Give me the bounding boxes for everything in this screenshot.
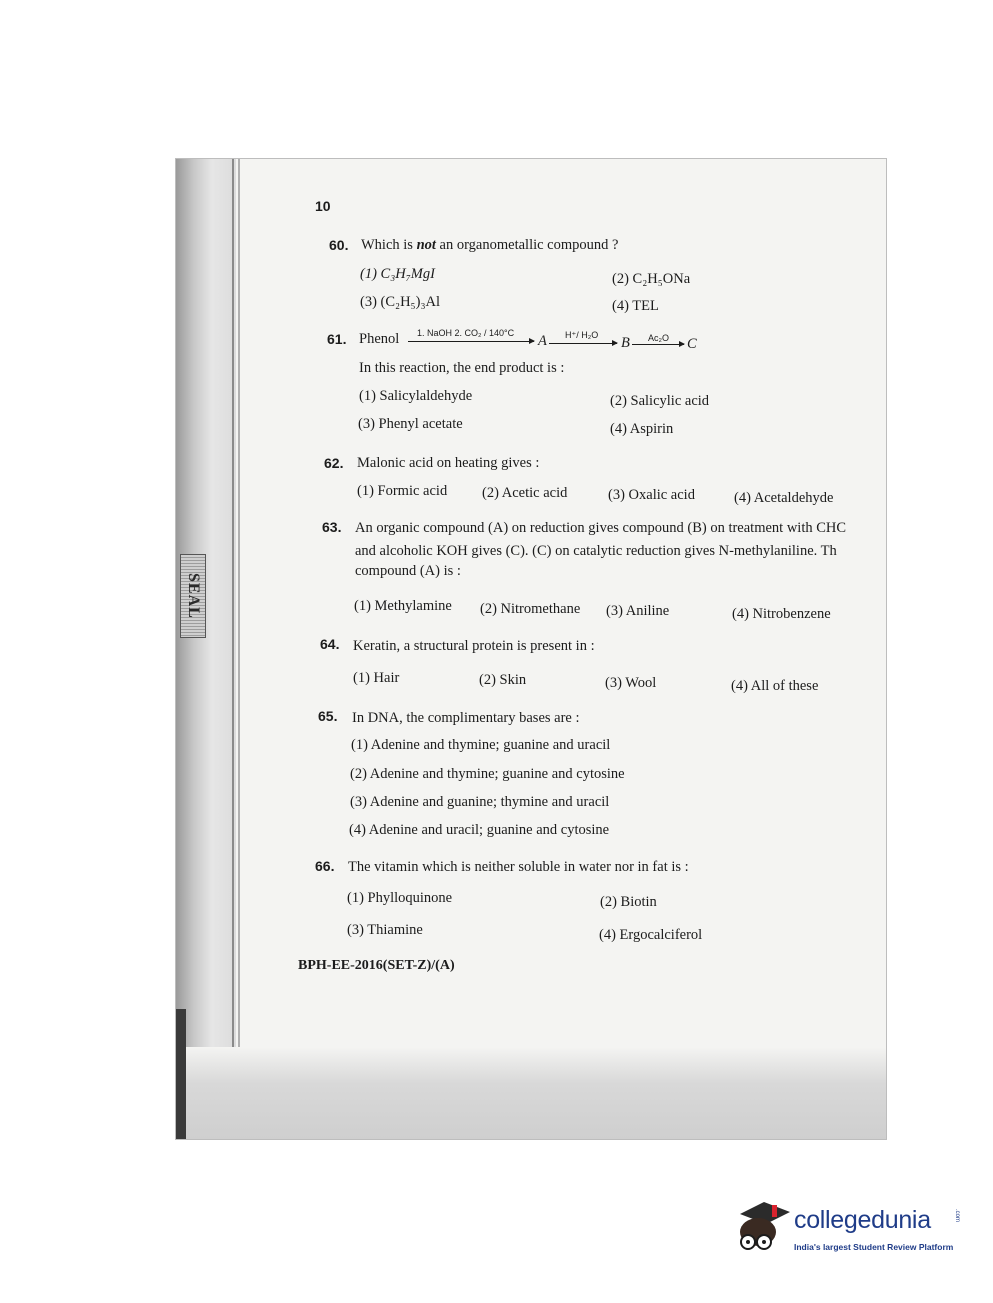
question-text: The vitamin which is neither soluble in water nor in fat is : [348, 859, 689, 875]
option: (2) Salicylic acid [610, 393, 710, 409]
option: (2) C₂H₅ONa [612, 271, 691, 287]
question-number: 64. [320, 636, 340, 652]
question-text: compound (A) is : [355, 563, 461, 579]
intermediate: A [538, 333, 547, 349]
intermediate: B [621, 335, 630, 351]
option: (2) Acetic acid [482, 485, 568, 501]
question-number: 66. [315, 858, 335, 874]
option: (4) TEL [612, 298, 659, 314]
option: (1) Hair [353, 670, 400, 686]
option: (3) Phenyl acetate [358, 416, 463, 432]
question-number: 65. [318, 708, 338, 724]
page-number: 10 [315, 198, 331, 214]
logo-wordmark: collegedunia [794, 1206, 931, 1234]
option: (2) Adenine and thymine; guanine and cytosine [350, 766, 625, 782]
option: (3) Aniline [606, 603, 670, 619]
option: (3) Thiamine [347, 922, 423, 938]
option: (1) Salicylaldehyde [359, 388, 473, 404]
option: (1) Phylloquinone [347, 890, 453, 906]
seal-stamp [180, 554, 206, 638]
graduate-mascot-icon [736, 1196, 792, 1256]
bottom-shadow [176, 1047, 886, 1139]
logo-domain: .com [954, 1209, 960, 1223]
question-text: In this reaction, the end product is : [359, 360, 565, 376]
reagent-label: 1. NaOH 2. CO₂ / 140°C [417, 328, 515, 338]
question-number: 62. [324, 455, 344, 471]
option: (3) Oxalic acid [608, 487, 695, 503]
option: (3) Wool [605, 675, 657, 691]
option: (2) Nitromethane [480, 601, 581, 617]
question-text: Which is not an organometallic compound ? [361, 237, 619, 253]
reaction-arrow [549, 343, 617, 344]
option: (4) Acetaldehyde [734, 490, 834, 506]
question-text: An organic compound (A) on reduction gives compound (B) on treatment with CHC [355, 520, 847, 536]
option: (1) Adenine and thymine; guanine and uracil [351, 737, 611, 753]
question-text: Keratin, a structural protein is present in : [353, 638, 595, 654]
option: (2) Skin [479, 672, 527, 688]
question-number: 61. [327, 331, 347, 347]
paper-code: BPH-EE-2016(SET-Z)/(A) [298, 958, 455, 973]
option: (4) Ergocalciferol [599, 927, 703, 943]
option: (3) Adenine and guanine; thymine and uracil [350, 794, 610, 810]
reagent-label: H⁺/ H₂O [565, 330, 599, 340]
collegedunia-logo [736, 1196, 964, 1256]
reagent-label: Ac₂O [648, 333, 669, 343]
option: (1) C₃H₇MgI [360, 266, 435, 282]
option: (2) Biotin [600, 894, 657, 910]
option: (4) Nitrobenzene [732, 606, 831, 622]
option: (4) All of these [731, 678, 819, 694]
product: C [687, 336, 697, 352]
question-number: 60. [329, 237, 349, 253]
question-text: In DNA, the complimentary bases are : [352, 710, 580, 726]
question-text: Malonic acid on heating gives : [357, 455, 540, 471]
option: (3) (C₂H₅)₃Al [360, 294, 440, 310]
seal-label: SEAL [185, 573, 202, 619]
reaction-arrow [632, 344, 684, 345]
option: (1) Methylamine [354, 598, 452, 614]
option: (1) Formic acid [357, 483, 448, 499]
question-text: and alcoholic KOH gives (C). (C) on catalytic reduction gives N-methylaniline. Th [355, 543, 837, 559]
logo-tagline: India's largest Student Review Platform [794, 1242, 954, 1252]
option: (4) Adenine and uracil; guanine and cytosine [349, 822, 610, 838]
reactant: Phenol [359, 331, 400, 347]
question-number: 63. [322, 519, 342, 535]
reaction-arrow [408, 341, 534, 342]
left-edge-shadow [176, 1009, 186, 1139]
option: (4) Aspirin [610, 421, 674, 437]
book-spine-shadow [176, 159, 236, 1139]
